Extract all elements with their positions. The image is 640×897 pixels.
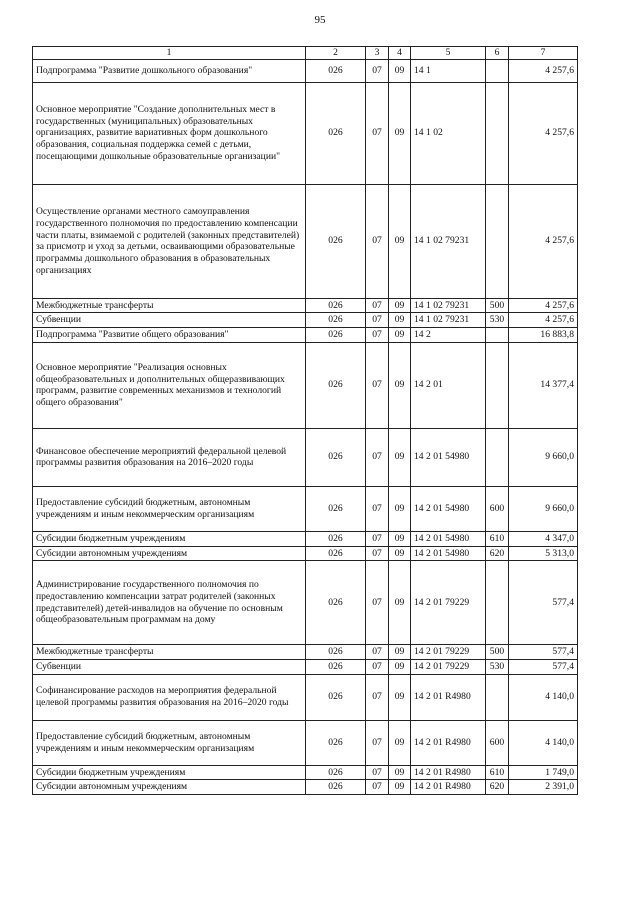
grbs-code: 026 — [306, 328, 366, 343]
item-name: Межбюджетные трансферты — [33, 298, 306, 313]
expense-type-code: 620 — [486, 780, 509, 795]
subsection-code: 09 — [389, 428, 411, 486]
section-code: 07 — [366, 546, 389, 561]
amount: 4 140,0 — [509, 674, 578, 720]
section-code: 07 — [366, 428, 389, 486]
section-code: 07 — [366, 82, 389, 184]
amount: 4 257,6 — [509, 184, 578, 298]
table-row — [33, 780, 578, 795]
item-name: Субсидии бюджетным учреждениям — [33, 765, 306, 780]
grbs-code: 026 — [306, 674, 366, 720]
grbs-code: 026 — [306, 561, 366, 645]
expense-type-code — [486, 674, 509, 720]
section-code: 07 — [366, 659, 389, 674]
target-article-code: 14 2 01 — [411, 342, 486, 428]
subsection-code: 09 — [389, 313, 411, 328]
section-code: 07 — [366, 674, 389, 720]
header-col-2: 2 — [306, 47, 366, 60]
amount: 4 140,0 — [509, 720, 578, 765]
section-code: 07 — [366, 328, 389, 343]
subsection-code: 09 — [389, 531, 411, 546]
target-article-code: 14 2 01 54980 — [411, 428, 486, 486]
subsection-code: 09 — [389, 561, 411, 645]
expense-type-code: 500 — [486, 645, 509, 660]
target-article-code: 14 2 01 R4980 — [411, 674, 486, 720]
grbs-code: 026 — [306, 184, 366, 298]
target-article-code: 14 1 02 — [411, 82, 486, 184]
target-article-code: 14 1 02 79231 — [411, 298, 486, 313]
target-article-code: 14 1 — [411, 59, 486, 82]
grbs-code: 026 — [306, 645, 366, 660]
target-article-code: 14 2 01 R4980 — [411, 765, 486, 780]
target-article-code: 14 2 — [411, 328, 486, 343]
header-col-3: 3 — [366, 47, 389, 60]
expense-type-code — [486, 561, 509, 645]
expense-type-code — [486, 328, 509, 343]
item-name: Предоставление субсидий бюджетным, автономным учреждениям и иным некоммерческим организациям — [33, 486, 306, 531]
item-name: Субсидии бюджетным учреждениям — [33, 531, 306, 546]
grbs-code: 026 — [306, 780, 366, 795]
item-name: Основное мероприятие "Реализация основных общеобразовательных и дополнительных общеразвивающих программ, развитие современных механизмов и технологий общего образования" — [33, 342, 306, 428]
item-name: Администрирование государственного полномочия по предоставлению компенсации затрат родителей (законных представителей) детей-инвалидов на обучение по основным общеобразовательным программам на дому — [33, 561, 306, 645]
item-name: Основное мероприятие "Создание дополнительных мест в государственных (муниципальных) образовательных организациях, развитие вариативных форм дошкольного образования, социальная поддержка семей с детьми, посещающими дошкольные образовательные организации" — [33, 82, 306, 184]
grbs-code: 026 — [306, 765, 366, 780]
target-article-code: 14 2 01 R4980 — [411, 780, 486, 795]
item-name: Финансовое обеспечение мероприятий федеральной целевой программы развития образования на 2016–2020 годы — [33, 428, 306, 486]
section-code: 07 — [366, 313, 389, 328]
amount: 9 660,0 — [509, 428, 578, 486]
item-name: Осуществление органами местного самоуправления государственного полномочия по предоставлению компенсации части платы, взимаемой с родителей (законных представителей) за присмотр и уход за детьми, осваивающими образовательные программы дошкольного образования в образовательных организациях — [33, 184, 306, 298]
amount: 2 391,0 — [509, 780, 578, 795]
header-col-4: 4 — [389, 47, 411, 60]
target-article-code: 14 2 01 R4980 — [411, 720, 486, 765]
expense-type-code — [486, 82, 509, 184]
item-name: Предоставление субсидий бюджетным, автономным учреждениям и иным некоммерческим организациям — [33, 720, 306, 765]
amount: 577,4 — [509, 659, 578, 674]
table-row — [33, 328, 578, 343]
table-row — [33, 720, 578, 765]
table-row — [33, 313, 578, 328]
target-article-code: 14 2 01 79229 — [411, 561, 486, 645]
header-col-6: 6 — [486, 47, 509, 60]
section-code: 07 — [366, 342, 389, 428]
table-row — [33, 561, 578, 645]
grbs-code: 026 — [306, 720, 366, 765]
header-col-7: 7 — [509, 47, 578, 60]
table-row — [33, 531, 578, 546]
section-code: 07 — [366, 780, 389, 795]
table-row — [33, 184, 578, 298]
expense-type-code: 610 — [486, 531, 509, 546]
section-code: 07 — [366, 765, 389, 780]
table-row — [33, 342, 578, 428]
item-name: Субсидии автономным учреждениям — [33, 780, 306, 795]
section-code: 07 — [366, 59, 389, 82]
target-article-code: 14 1 02 79231 — [411, 184, 486, 298]
section-code: 07 — [366, 561, 389, 645]
section-code: 07 — [366, 720, 389, 765]
subsection-code: 09 — [389, 184, 411, 298]
amount: 4 257,6 — [509, 59, 578, 82]
table-row — [33, 82, 578, 184]
amount: 16 883,8 — [509, 328, 578, 343]
target-article-code: 14 2 01 54980 — [411, 486, 486, 531]
amount: 4 347,0 — [509, 531, 578, 546]
amount: 4 257,6 — [509, 82, 578, 184]
expense-type-code: 600 — [486, 486, 509, 531]
grbs-code: 026 — [306, 298, 366, 313]
expense-type-code — [486, 59, 509, 82]
item-name: Субвенции — [33, 313, 306, 328]
grbs-code: 026 — [306, 546, 366, 561]
grbs-code: 026 — [306, 59, 366, 82]
expense-type-code: 530 — [486, 313, 509, 328]
subsection-code: 09 — [389, 720, 411, 765]
section-code: 07 — [366, 531, 389, 546]
expense-type-code: 600 — [486, 720, 509, 765]
subsection-code: 09 — [389, 59, 411, 82]
section-code: 07 — [366, 298, 389, 313]
grbs-code: 026 — [306, 531, 366, 546]
grbs-code: 026 — [306, 313, 366, 328]
target-article-code: 14 2 01 54980 — [411, 546, 486, 561]
grbs-code: 026 — [306, 82, 366, 184]
section-code: 07 — [366, 645, 389, 660]
subsection-code: 09 — [389, 780, 411, 795]
target-article-code: 14 2 01 79229 — [411, 645, 486, 660]
amount: 577,4 — [509, 561, 578, 645]
expense-type-code: 620 — [486, 546, 509, 561]
table-row — [33, 765, 578, 780]
table-body — [33, 59, 578, 794]
grbs-code: 026 — [306, 342, 366, 428]
amount: 4 257,6 — [509, 313, 578, 328]
table-row — [33, 428, 578, 486]
target-article-code: 14 1 02 79231 — [411, 313, 486, 328]
expense-type-code — [486, 184, 509, 298]
subsection-code: 09 — [389, 328, 411, 343]
grbs-code: 026 — [306, 659, 366, 674]
table-row — [33, 546, 578, 561]
target-article-code: 14 2 01 54980 — [411, 531, 486, 546]
item-name: Подпрограмма "Развитие дошкольного образования" — [33, 59, 306, 82]
subsection-code: 09 — [389, 486, 411, 531]
item-name: Софинансирование расходов на мероприятия федеральной целевой программы развития образования на 2016–2020 годы — [33, 674, 306, 720]
expense-type-code — [486, 342, 509, 428]
subsection-code: 09 — [389, 298, 411, 313]
item-name: Субсидии автономным учреждениям — [33, 546, 306, 561]
grbs-code: 026 — [306, 428, 366, 486]
subsection-code: 09 — [389, 546, 411, 561]
subsection-code: 09 — [389, 82, 411, 184]
subsection-code: 09 — [389, 645, 411, 660]
item-name: Подпрограмма "Развитие общего образования" — [33, 328, 306, 343]
subsection-code: 09 — [389, 659, 411, 674]
subsection-code: 09 — [389, 674, 411, 720]
amount: 9 660,0 — [509, 486, 578, 531]
header-col-5: 5 — [411, 47, 486, 60]
expense-type-code: 530 — [486, 659, 509, 674]
table-row — [33, 298, 578, 313]
grbs-code: 026 — [306, 486, 366, 531]
budget-table — [32, 46, 578, 795]
subsection-code: 09 — [389, 342, 411, 428]
section-code: 07 — [366, 184, 389, 298]
table-row — [33, 659, 578, 674]
table-row — [33, 674, 578, 720]
item-name: Субвенции — [33, 659, 306, 674]
table-row — [33, 59, 578, 82]
item-name: Межбюджетные трансферты — [33, 645, 306, 660]
amount: 14 377,4 — [509, 342, 578, 428]
table-row — [33, 645, 578, 660]
amount: 577,4 — [509, 645, 578, 660]
page-number: 95 — [314, 14, 326, 26]
amount: 1 749,0 — [509, 765, 578, 780]
target-article-code: 14 2 01 79229 — [411, 659, 486, 674]
table-row — [33, 486, 578, 531]
expense-type-code: 500 — [486, 298, 509, 313]
expense-type-code: 610 — [486, 765, 509, 780]
header-row — [33, 47, 578, 60]
amount: 5 313,0 — [509, 546, 578, 561]
subsection-code: 09 — [389, 765, 411, 780]
section-code: 07 — [366, 486, 389, 531]
header-col-1: 1 — [33, 47, 306, 60]
expense-type-code — [486, 428, 509, 486]
amount: 4 257,6 — [509, 298, 578, 313]
